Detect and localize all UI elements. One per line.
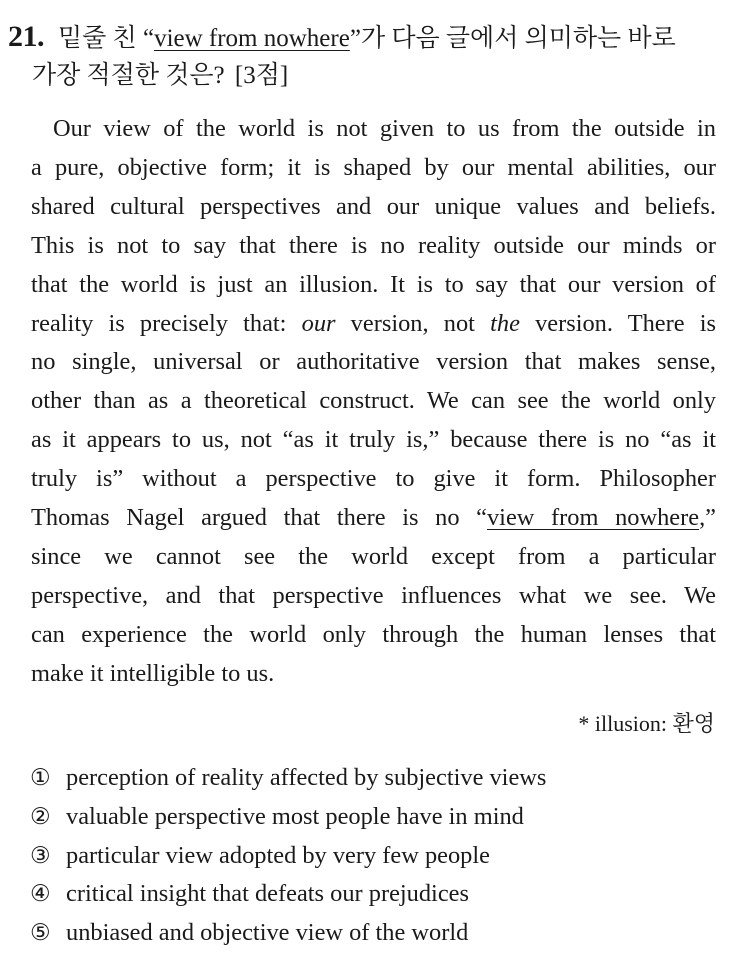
passage-text: Thomas Nagel argued that there is no “ [31, 504, 487, 532]
passage-line: Our view of the world is not given to us from the outside in [53, 115, 716, 142]
option-text: unbiased and objective view of the world [66, 919, 469, 947]
passage-line: perspective, and that perspective influences what we see. We [31, 581, 716, 609]
option-marker: ② [30, 803, 51, 830]
passage-underlined-phrase: view from nowhere [486, 504, 700, 532]
question-header [8, 18, 728, 94]
answer-option-5[interactable] [30, 914, 720, 953]
option-marker: ⑤ [30, 920, 51, 947]
passage-line: no single, universal or authoritative version that makes sense, [31, 348, 716, 376]
passage-text: version, not [335, 309, 491, 337]
question-prompt-line2-text: 가장 적절한 것은? [32, 62, 225, 89]
passage-text: ,” [699, 504, 716, 532]
passage-italic-our: our [301, 309, 336, 337]
reading-passage [31, 110, 716, 694]
question-quote-close: ” [349, 25, 361, 52]
question-quote-open: “ [142, 25, 155, 52]
option-text: particular view adopted by very few people [66, 841, 490, 869]
option-marker: ③ [30, 842, 51, 869]
footnote: * illusion: 환영 [578, 711, 715, 736]
option-marker: ④ [30, 881, 51, 908]
option-marker: ① [30, 765, 51, 791]
passage-line: that the world is just an illusion. It is to say that our version of [31, 270, 716, 298]
passage-line: since we cannot see the world except from a particular [31, 542, 716, 570]
question-underlined-phrase: view from nowhere [154, 25, 350, 52]
passage-line: truly is” without a perspective to give it form. Philosopher [31, 465, 716, 493]
question-number: 21. [8, 20, 44, 53]
passage-line: a pure, objective form; it is shaped by our mental abilities, our [31, 153, 716, 181]
answer-option-2[interactable] [30, 798, 720, 837]
passage-line: This is not to say that there is no reality outside our minds or [31, 231, 716, 259]
passage-italic-the: the [490, 309, 520, 337]
option-text: valuable perspective most people have in mind [66, 802, 524, 830]
passage-line: other than as a theoretical construct. We can see the world only [31, 387, 716, 415]
answer-options [30, 759, 720, 953]
passage-text: reality is precisely that: [31, 309, 302, 337]
answer-option-4[interactable] [30, 875, 720, 914]
passage-line: make it intelligible to us. [31, 659, 275, 687]
option-text: perception of reality affected by subjective views [66, 764, 547, 791]
question-points: [3점] [234, 62, 289, 89]
passage-text: version. There is [519, 309, 717, 337]
question-prompt-post: 가 다음 글에서 의미하는 바로 [360, 25, 676, 52]
answer-option-3[interactable] [30, 837, 720, 876]
passage-line: shared cultural perspectives and our unique values and beliefs. [31, 192, 716, 220]
passage-line: can experience the world only through the human lenses that [31, 620, 716, 648]
passage-line [31, 305, 716, 344]
answer-option-1[interactable] [30, 759, 720, 798]
question-prompt-pre: 밑줄 친 [58, 25, 143, 52]
passage-line [31, 499, 716, 538]
option-text: critical insight that defeats our prejudices [66, 880, 469, 908]
passage-line: as it appears to us, not “as it truly is,” because there is no “as it [31, 426, 716, 454]
question-prompt-line2 [8, 57, 728, 94]
